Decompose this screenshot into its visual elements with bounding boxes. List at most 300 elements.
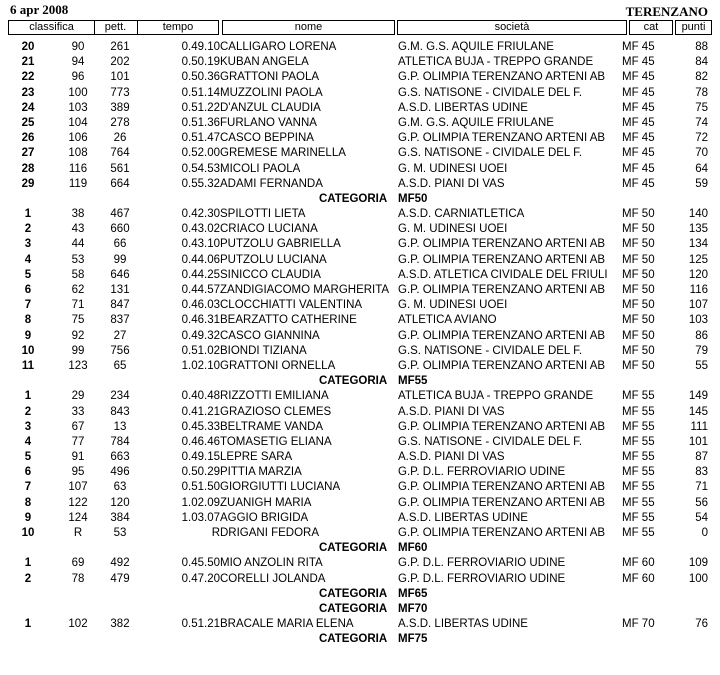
bib-number: 496 bbox=[110, 466, 130, 479]
bib-number: 63 bbox=[113, 481, 127, 494]
category: MF 45 bbox=[622, 41, 655, 53]
category-label: CATEGORIA bbox=[319, 633, 388, 646]
rank: 20 bbox=[21, 41, 35, 53]
points: 135 bbox=[688, 223, 708, 236]
club-name: G. M. UDINESI UOEI bbox=[398, 162, 508, 175]
athlete-name: BELTRAME VANDA bbox=[220, 420, 324, 433]
time: 0.44.06 bbox=[181, 253, 220, 266]
overall-position: 103 bbox=[68, 101, 88, 114]
overall-position: 124 bbox=[68, 511, 88, 524]
category-label: CATEGORIA bbox=[319, 542, 388, 555]
rank: 4 bbox=[24, 435, 32, 448]
club-name: G.S. NATISONE - CIVIDALE DEL F. bbox=[398, 86, 583, 99]
club-name: ATLETICA BUJA - TREPPO GRANDE bbox=[398, 390, 594, 403]
club-name: G.P. D.L. FERROVIARIO UDINE bbox=[398, 557, 566, 570]
points: 82 bbox=[695, 71, 708, 84]
table-row bbox=[8, 131, 712, 146]
bib-number: 234 bbox=[110, 390, 130, 403]
club-name: G. M. UDINESI UOEI bbox=[398, 223, 508, 236]
rank: 2 bbox=[24, 572, 32, 585]
bib-number: 837 bbox=[110, 314, 130, 327]
club-name: G.S. NATISONE - CIVIDALE DEL F. bbox=[398, 147, 583, 160]
category: MF 50 bbox=[622, 223, 655, 236]
rank: 25 bbox=[21, 116, 35, 129]
athlete-name: BRACALE MARIA ELENA bbox=[220, 618, 354, 631]
club-name: A.S.D. LIBERTAS UDINE bbox=[398, 618, 528, 631]
table-row bbox=[8, 313, 712, 328]
club-name: G.S. NATISONE - CIVIDALE DEL F. bbox=[398, 344, 583, 357]
overall-position: 58 bbox=[71, 268, 85, 281]
category: MF 55 bbox=[622, 435, 655, 448]
bib-number: 773 bbox=[110, 86, 130, 99]
table-header bbox=[8, 20, 712, 37]
time: 0.51.22 bbox=[181, 101, 220, 114]
club-name: ATLETICA AVIANO bbox=[398, 314, 497, 327]
table-row bbox=[8, 253, 712, 268]
table-row bbox=[8, 207, 712, 222]
time: 0.50.19 bbox=[181, 56, 220, 69]
col-cat: cat bbox=[629, 20, 673, 35]
club-name: G.M. G.S. AQUILE FRIULANE bbox=[398, 41, 554, 53]
overall-position: 90 bbox=[71, 41, 85, 53]
rank: 8 bbox=[24, 314, 32, 327]
bib-number: 53 bbox=[113, 527, 127, 539]
col-societa: società bbox=[397, 20, 627, 35]
col-tempo: tempo bbox=[138, 20, 219, 35]
time: 0.51.14 bbox=[181, 86, 220, 99]
overall-position: 122 bbox=[68, 496, 88, 509]
race-date: 6 apr 2008 bbox=[10, 2, 69, 17]
category: MF 50 bbox=[622, 359, 655, 372]
time: 0.51.47 bbox=[181, 132, 220, 145]
rank: 2 bbox=[24, 223, 32, 236]
club-name: G.P. OLIMPIA TERENZANO ARTENI AB bbox=[398, 71, 606, 84]
category-heading bbox=[8, 541, 712, 556]
time: 0.49.10 bbox=[181, 41, 220, 53]
athlete-name: CORELLI JOLANDA bbox=[220, 572, 326, 585]
points: 116 bbox=[689, 284, 708, 296]
points: 84 bbox=[695, 56, 708, 69]
overall-position: 116 bbox=[68, 162, 88, 175]
category: MF 55 bbox=[622, 481, 655, 494]
rank: 4 bbox=[24, 253, 32, 266]
points: 86 bbox=[695, 329, 708, 342]
bib-number: 663 bbox=[110, 451, 130, 464]
time: 0.45.50 bbox=[181, 557, 220, 570]
col-punti: punti bbox=[675, 20, 712, 35]
time: 0.46.03 bbox=[181, 299, 220, 312]
table-row bbox=[8, 450, 712, 465]
athlete-name: PUTZOLU LUCIANA bbox=[220, 253, 327, 266]
category: MF 55 bbox=[622, 466, 655, 479]
category: MF 50 bbox=[622, 208, 655, 221]
points: 79 bbox=[695, 344, 708, 357]
bib-number: 120 bbox=[110, 496, 130, 509]
category-label: CATEGORIA bbox=[319, 602, 388, 615]
rank: 3 bbox=[24, 238, 32, 251]
overall-position: 69 bbox=[71, 557, 85, 570]
athlete-name: D'ANZUL CLAUDIA bbox=[220, 101, 321, 114]
club-name: A.S.D. CARNIATLETICA bbox=[398, 208, 525, 221]
club-name: G.P. OLIMPIA TERENZANO ARTENI AB bbox=[398, 238, 606, 251]
category: MF 50 bbox=[622, 299, 655, 312]
overall-position: 99 bbox=[71, 344, 85, 357]
rank: 8 bbox=[24, 496, 32, 509]
overall-position: 94 bbox=[71, 56, 85, 69]
table-row bbox=[8, 55, 712, 70]
col-nome: nome bbox=[222, 20, 395, 35]
col-pett: pett. bbox=[94, 20, 138, 35]
table-row bbox=[8, 40, 712, 55]
athlete-name: BIONDI TIZIANA bbox=[220, 344, 307, 357]
rank: 6 bbox=[24, 466, 32, 479]
rank: 28 bbox=[21, 162, 35, 175]
bib-number: 467 bbox=[110, 208, 130, 221]
athlete-name: GRATTONI PAOLA bbox=[220, 71, 320, 84]
points: 55 bbox=[695, 359, 708, 372]
category: MF 50 bbox=[622, 253, 655, 266]
category-heading bbox=[8, 632, 712, 647]
table-row bbox=[8, 268, 712, 283]
club-name: G.P. OLIMPIA TERENZANO ARTENI AB bbox=[398, 527, 606, 539]
athlete-name: MIO ANZOLIN RITA bbox=[220, 557, 323, 570]
rank: 10 bbox=[21, 527, 35, 539]
overall-position: 77 bbox=[71, 435, 85, 448]
athlete-name: GRATTONI ORNELLA bbox=[220, 359, 336, 372]
rank: 9 bbox=[24, 329, 32, 342]
category-value: MF70 bbox=[398, 602, 428, 615]
category-heading bbox=[8, 374, 712, 389]
athlete-name: PUTZOLU GABRIELLA bbox=[220, 238, 341, 251]
points: 76 bbox=[695, 618, 708, 631]
points: 54 bbox=[695, 511, 708, 524]
table-row bbox=[8, 298, 712, 313]
athlete-name: GREMESE MARINELLA bbox=[220, 147, 346, 160]
table-row bbox=[8, 344, 712, 359]
category: MF 70 bbox=[622, 618, 655, 631]
time: 0.45.33 bbox=[181, 420, 220, 433]
points: 64 bbox=[695, 162, 708, 175]
club-name: G.P. OLIMPIA TERENZANO ARTENI AB bbox=[398, 481, 606, 494]
athlete-name: MUZZOLINI PAOLA bbox=[220, 86, 323, 99]
time: 0.44.25 bbox=[181, 268, 220, 281]
club-name: G.P. D.L. FERROVIARIO UDINE bbox=[398, 466, 566, 479]
points: 140 bbox=[688, 208, 708, 221]
rank: 10 bbox=[21, 344, 35, 357]
overall-position: 91 bbox=[71, 451, 85, 464]
time: 0.43.10 bbox=[181, 238, 220, 251]
category: MF 55 bbox=[622, 511, 655, 524]
club-name: A.S.D. LIBERTAS UDINE bbox=[398, 101, 528, 114]
points: 70 bbox=[695, 147, 708, 160]
rank: 3 bbox=[24, 420, 32, 433]
rank: 29 bbox=[21, 177, 35, 190]
athlete-name: GIORGIUTTI LUCIANA bbox=[220, 481, 341, 494]
time: 1.03.07 bbox=[181, 511, 220, 524]
athlete-name: CASCO GIANNINA bbox=[220, 329, 320, 342]
club-name: G.S. NATISONE - CIVIDALE DEL F. bbox=[398, 435, 583, 448]
category: MF 50 bbox=[622, 284, 655, 296]
rank: 9 bbox=[24, 511, 32, 524]
results-table bbox=[8, 40, 712, 648]
rank: 2 bbox=[24, 405, 32, 418]
table-row bbox=[8, 329, 712, 344]
overall-position: 53 bbox=[71, 253, 85, 266]
table-row bbox=[8, 222, 712, 237]
category: MF 50 bbox=[622, 314, 655, 327]
bib-number: 847 bbox=[110, 299, 130, 312]
club-name: G.P. D.L. FERROVIARIO UDINE bbox=[398, 572, 566, 585]
athlete-name: CALLIGARO LORENA bbox=[220, 41, 337, 53]
category: MF 55 bbox=[622, 390, 655, 403]
club-name: G.P. OLIMPIA TERENZANO ARTENI AB bbox=[398, 132, 606, 145]
rank: 1 bbox=[24, 618, 32, 631]
table-row bbox=[8, 572, 712, 587]
overall-position: R bbox=[73, 527, 83, 539]
col-classifica: classifica bbox=[8, 20, 95, 35]
athlete-name: CLOCCHIATTI VALENTINA bbox=[220, 299, 363, 312]
bib-number: 101 bbox=[110, 71, 130, 84]
athlete-name: GRAZIOSO CLEMES bbox=[220, 405, 332, 418]
points: 88 bbox=[695, 41, 708, 53]
club-name: G.P. OLIMPIA TERENZANO ARTENI AB bbox=[398, 253, 606, 266]
bib-number: 492 bbox=[110, 557, 130, 570]
time: 1.02.09 bbox=[181, 496, 220, 509]
points: 56 bbox=[695, 496, 708, 509]
points: 75 bbox=[695, 101, 708, 114]
points: 72 bbox=[695, 132, 708, 145]
category-value: MF60 bbox=[398, 542, 428, 555]
category: MF 50 bbox=[622, 329, 655, 342]
category: MF 45 bbox=[622, 132, 655, 145]
athlete-name: SPILOTTI LIETA bbox=[220, 208, 306, 221]
club-name: G. M. UDINESI UOEI bbox=[398, 299, 508, 312]
time: 0.44.57 bbox=[181, 284, 220, 296]
time: 0.51.21 bbox=[181, 618, 220, 631]
category-label: CATEGORIA bbox=[319, 375, 388, 388]
time: 1.02.10 bbox=[181, 359, 220, 372]
table-row bbox=[8, 389, 712, 404]
bib-number: 202 bbox=[110, 56, 130, 69]
category-value: MF55 bbox=[398, 375, 428, 388]
points: 120 bbox=[688, 268, 708, 281]
bib-number: 65 bbox=[113, 359, 127, 372]
table-row bbox=[8, 556, 712, 571]
points: 87 bbox=[695, 451, 708, 464]
category: MF 45 bbox=[622, 86, 655, 99]
category: MF 45 bbox=[622, 147, 655, 160]
rank: 23 bbox=[21, 86, 35, 99]
bib-number: 384 bbox=[110, 511, 130, 524]
table-row bbox=[8, 70, 712, 85]
category: MF 55 bbox=[622, 527, 655, 539]
points: 100 bbox=[688, 572, 708, 585]
table-row bbox=[8, 237, 712, 252]
overall-position: 33 bbox=[71, 405, 85, 418]
time: 0.50.29 bbox=[181, 466, 220, 479]
rank: 27 bbox=[21, 147, 35, 160]
points: 74 bbox=[695, 116, 708, 129]
table-row bbox=[8, 405, 712, 420]
bib-number: 66 bbox=[113, 238, 127, 251]
time: 0.43.02 bbox=[181, 223, 220, 236]
rank: 6 bbox=[24, 284, 32, 296]
time: 0.51.02 bbox=[181, 344, 220, 357]
bib-number: 131 bbox=[110, 284, 130, 296]
time: 0.47.20 bbox=[181, 572, 220, 585]
club-name: A.S.D. PIANI DI VAS bbox=[398, 405, 505, 418]
club-name: G.P. OLIMPIA TERENZANO ARTENI AB bbox=[398, 420, 606, 433]
time: 0.54.53 bbox=[181, 162, 220, 175]
table-row bbox=[8, 283, 712, 298]
points: 111 bbox=[690, 420, 708, 433]
overall-position: 43 bbox=[71, 223, 85, 236]
bib-number: 756 bbox=[110, 344, 130, 357]
club-name: A.S.D. LIBERTAS UDINE bbox=[398, 511, 528, 524]
bib-number: 99 bbox=[113, 253, 127, 266]
athlete-name: ZUANIGH MARIA bbox=[220, 496, 312, 509]
table-row bbox=[8, 177, 712, 192]
overall-position: 95 bbox=[71, 466, 85, 479]
time: 0.42.30 bbox=[181, 208, 220, 221]
bib-number: 479 bbox=[110, 572, 130, 585]
time: R bbox=[211, 527, 220, 539]
time: 0.46.31 bbox=[181, 314, 220, 327]
points: 71 bbox=[695, 481, 708, 494]
rank: 1 bbox=[24, 557, 32, 570]
bib-number: 26 bbox=[113, 132, 127, 145]
overall-position: 92 bbox=[71, 329, 85, 342]
athlete-name: KUBAN ANGELA bbox=[220, 56, 309, 69]
category: MF 55 bbox=[622, 405, 655, 418]
athlete-name: ADAMI FERNANDA bbox=[220, 177, 323, 190]
athlete-name: CRIACO LUCIANA bbox=[220, 223, 318, 236]
overall-position: 78 bbox=[71, 572, 85, 585]
overall-position: 106 bbox=[68, 132, 88, 145]
time: 0.51.36 bbox=[181, 116, 220, 129]
points: 59 bbox=[695, 177, 708, 190]
table-row bbox=[8, 617, 712, 632]
club-name: G.M. G.S. AQUILE FRIULANE bbox=[398, 116, 554, 129]
race-location: TERENZANO bbox=[625, 4, 708, 19]
category: MF 50 bbox=[622, 238, 655, 251]
overall-position: 96 bbox=[71, 71, 85, 84]
overall-position: 108 bbox=[68, 147, 88, 160]
club-name: G.P. OLIMPIA TERENZANO ARTENI AB bbox=[398, 329, 606, 342]
bib-number: 646 bbox=[110, 268, 130, 281]
rank: 7 bbox=[24, 481, 32, 494]
points: 103 bbox=[688, 314, 708, 327]
category-label: CATEGORIA bbox=[319, 192, 388, 205]
overall-position: 119 bbox=[68, 177, 88, 190]
bib-number: 261 bbox=[110, 41, 130, 53]
table-row bbox=[8, 435, 712, 450]
points: 145 bbox=[688, 405, 708, 418]
points: 125 bbox=[688, 253, 708, 266]
athlete-name: BEARZATTO CATHERINE bbox=[220, 314, 357, 327]
bib-number: 664 bbox=[110, 177, 130, 190]
points: 109 bbox=[688, 557, 708, 570]
overall-position: 62 bbox=[71, 284, 85, 296]
athlete-name: AGGIO BRIGIDA bbox=[220, 511, 309, 524]
athlete-name: SINICCO CLAUDIA bbox=[220, 268, 321, 281]
rank: 21 bbox=[21, 56, 35, 69]
overall-position: 75 bbox=[71, 314, 85, 327]
rank: 24 bbox=[21, 101, 35, 114]
rank: 5 bbox=[24, 451, 32, 464]
page-header bbox=[0, 0, 720, 18]
category-value: MF50 bbox=[398, 192, 428, 205]
bib-number: 784 bbox=[110, 435, 130, 448]
rank: 7 bbox=[24, 299, 32, 312]
athlete-name: RIZZOTTI EMILIANA bbox=[220, 390, 329, 403]
club-name: G.P. OLIMPIA TERENZANO ARTENI AB bbox=[398, 359, 606, 372]
category: MF 45 bbox=[622, 116, 655, 129]
overall-position: 102 bbox=[68, 618, 88, 631]
bib-number: 389 bbox=[110, 101, 130, 114]
athlete-name: CASCO BEPPINA bbox=[220, 132, 314, 145]
category: MF 45 bbox=[622, 71, 655, 84]
overall-position: 107 bbox=[68, 481, 88, 494]
table-row bbox=[8, 465, 712, 480]
category-heading bbox=[8, 192, 712, 207]
bib-number: 27 bbox=[113, 329, 127, 342]
table-row bbox=[8, 511, 712, 526]
category: MF 45 bbox=[622, 177, 655, 190]
athlete-name: LEPRE SARA bbox=[220, 451, 293, 464]
rank: 1 bbox=[24, 208, 32, 221]
overall-position: 104 bbox=[68, 116, 88, 129]
bib-number: 278 bbox=[110, 116, 130, 129]
time: 0.50.36 bbox=[181, 71, 220, 84]
bib-number: 660 bbox=[110, 223, 130, 236]
table-row bbox=[8, 496, 712, 511]
time: 0.41.21 bbox=[181, 405, 220, 418]
table-row bbox=[8, 420, 712, 435]
points: 134 bbox=[688, 238, 708, 251]
category-value: MF75 bbox=[398, 633, 428, 646]
club-name: G.P. OLIMPIA TERENZANO ARTENI AB bbox=[398, 284, 606, 296]
category-heading bbox=[8, 602, 712, 617]
category: MF 60 bbox=[622, 557, 655, 570]
points: 83 bbox=[695, 466, 708, 479]
club-name: A.S.D. PIANI DI VAS bbox=[398, 177, 505, 190]
time: 0.49.32 bbox=[181, 329, 220, 342]
rank: 11 bbox=[21, 359, 35, 372]
bib-number: 13 bbox=[113, 420, 127, 433]
time: 0.49.15 bbox=[181, 451, 220, 464]
table-row bbox=[8, 146, 712, 161]
overall-position: 71 bbox=[71, 299, 85, 312]
category: MF 45 bbox=[622, 162, 655, 175]
bib-number: 843 bbox=[110, 405, 130, 418]
club-name: A.S.D. ATLETICA CIVIDALE DEL FRIULI bbox=[398, 268, 608, 281]
athlete-name: ZANDIGIACOMO MARGHERITA bbox=[220, 284, 390, 296]
points: 149 bbox=[688, 390, 708, 403]
time: 0.46.46 bbox=[181, 435, 220, 448]
bib-number: 382 bbox=[110, 618, 130, 631]
rank: 22 bbox=[21, 71, 35, 84]
overall-position: 44 bbox=[71, 238, 85, 251]
club-name: ATLETICA BUJA - TREPPO GRANDE bbox=[398, 56, 594, 69]
category: MF 45 bbox=[622, 101, 655, 114]
category: MF 55 bbox=[622, 451, 655, 464]
table-row bbox=[8, 116, 712, 131]
bib-number: 561 bbox=[110, 162, 130, 175]
table-row bbox=[8, 162, 712, 177]
category: MF 45 bbox=[622, 56, 655, 69]
club-name: A.S.D. PIANI DI VAS bbox=[398, 451, 505, 464]
